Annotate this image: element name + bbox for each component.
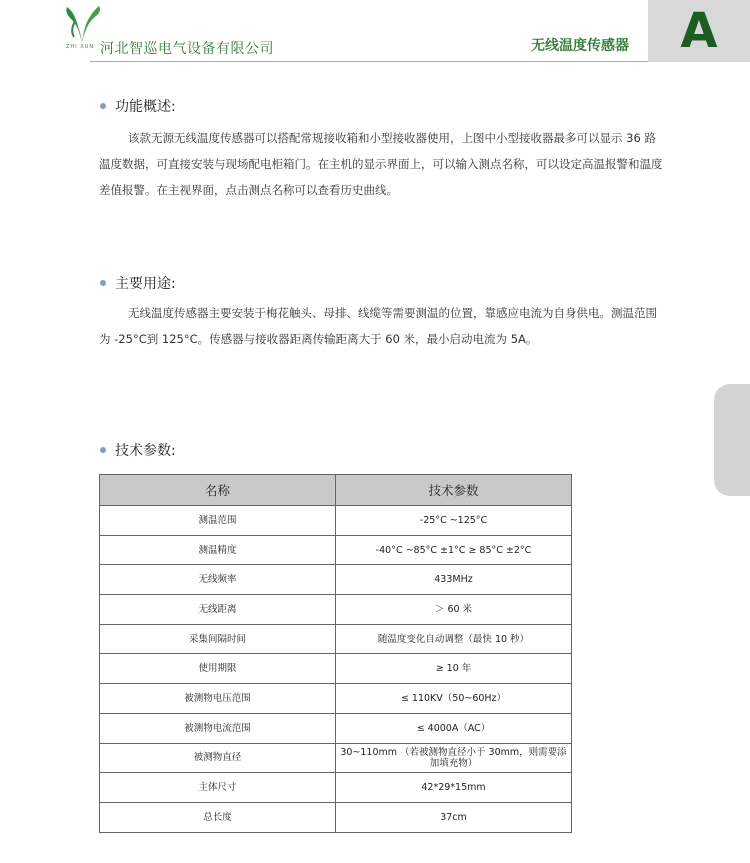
usage-text: 无线温度传感器主要安装于梅花触头、母排、线缆等需要测温的位置，靠感应电流为自身供电。测温范围为 -25°C到 125°C。传感器与接收器距离传输距离大于 60 米，最小启动电流为 5A。 — [99, 306, 657, 346]
param-name-cell: 主体尺寸 — [100, 773, 336, 803]
param-value-cell: 42*29*15mm — [336, 773, 572, 803]
param-value-cell: ≤ 4000A（AC） — [336, 713, 572, 743]
bullet-icon — [100, 280, 106, 286]
param-name-cell: 被测物电流范围 — [100, 713, 336, 743]
table-row — [100, 684, 572, 714]
param-name-cell: 无线距离 — [100, 595, 336, 625]
table-row — [100, 535, 572, 565]
param-name-cell: 被测物电压范围 — [100, 684, 336, 714]
company-name: 河北智巡电气设备有限公司 — [100, 41, 274, 57]
params-title: 技术参数: — [115, 443, 176, 459]
param-value-cell: ＞ 60 米 — [336, 595, 572, 625]
param-value-cell: -40°C ~85°C ±1°C ≥ 85°C ±2°C — [336, 535, 572, 565]
table-row — [100, 802, 572, 832]
param-value-cell: ≤ 110KV（50~60Hz） — [336, 684, 572, 714]
param-name-cell: 使用期限 — [100, 654, 336, 684]
overview-paragraph — [99, 125, 665, 203]
param-value-cell: 随温度变化自动调整（最快 10 秒） — [336, 624, 572, 654]
section-letter-box — [648, 0, 750, 62]
company-logo — [62, 4, 102, 48]
usage-paragraph — [99, 300, 665, 352]
header-name: 名称 — [100, 475, 336, 506]
param-value-cell: -25°C ~125°C — [336, 506, 572, 536]
param-value-cell: 433MHz — [336, 565, 572, 595]
param-value-cell: ≥ 10 年 — [336, 654, 572, 684]
usage-title: 主要用途: — [115, 276, 176, 292]
product-title: 无线温度传感器 — [531, 38, 629, 54]
param-name-cell: 被测物直径 — [100, 743, 336, 773]
overview-title: 功能概述: — [115, 99, 176, 115]
param-name-cell: 无线频率 — [100, 565, 336, 595]
table-row — [100, 595, 572, 625]
overview-heading — [100, 96, 176, 116]
header-value: 技术参数 — [336, 475, 572, 506]
param-name-cell: 测温精度 — [100, 535, 336, 565]
param-name-cell: 测温范围 — [100, 506, 336, 536]
param-name-cell: 采集间隔时间 — [100, 624, 336, 654]
table-row — [100, 743, 572, 773]
overview-text: 该款无源无线温度传感器可以搭配常规接收箱和小型接收器使用，上图中小型接收器最多可以显示 36 路温度数据，可直接安装与现场配电柜箱门。在主机的显示界面上，可以输入测点名称，可以设定高温报警和温度差值报警。在主视界面，点击测点名称可以查看历史曲线。 — [99, 131, 663, 197]
bullet-icon — [100, 447, 106, 453]
params-table — [99, 474, 572, 833]
param-value-cell: 37cm — [336, 802, 572, 832]
section-letter: A — [680, 3, 718, 59]
param-name-cell: 总长度 — [100, 802, 336, 832]
logo-subtext: ZHI XUN — [66, 44, 95, 50]
table-row — [100, 624, 572, 654]
table-row — [100, 506, 572, 536]
param-value-cell: 30~110mm （若被测物直径小于 30mm，则需要添加填充物） — [336, 743, 572, 773]
table-row — [100, 713, 572, 743]
params-heading — [100, 440, 176, 460]
bullet-icon — [100, 103, 106, 109]
table-row — [100, 654, 572, 684]
side-tab — [714, 384, 750, 496]
usage-heading — [100, 273, 176, 293]
table-row — [100, 565, 572, 595]
table-row — [100, 773, 572, 803]
table-header-row — [100, 475, 572, 506]
